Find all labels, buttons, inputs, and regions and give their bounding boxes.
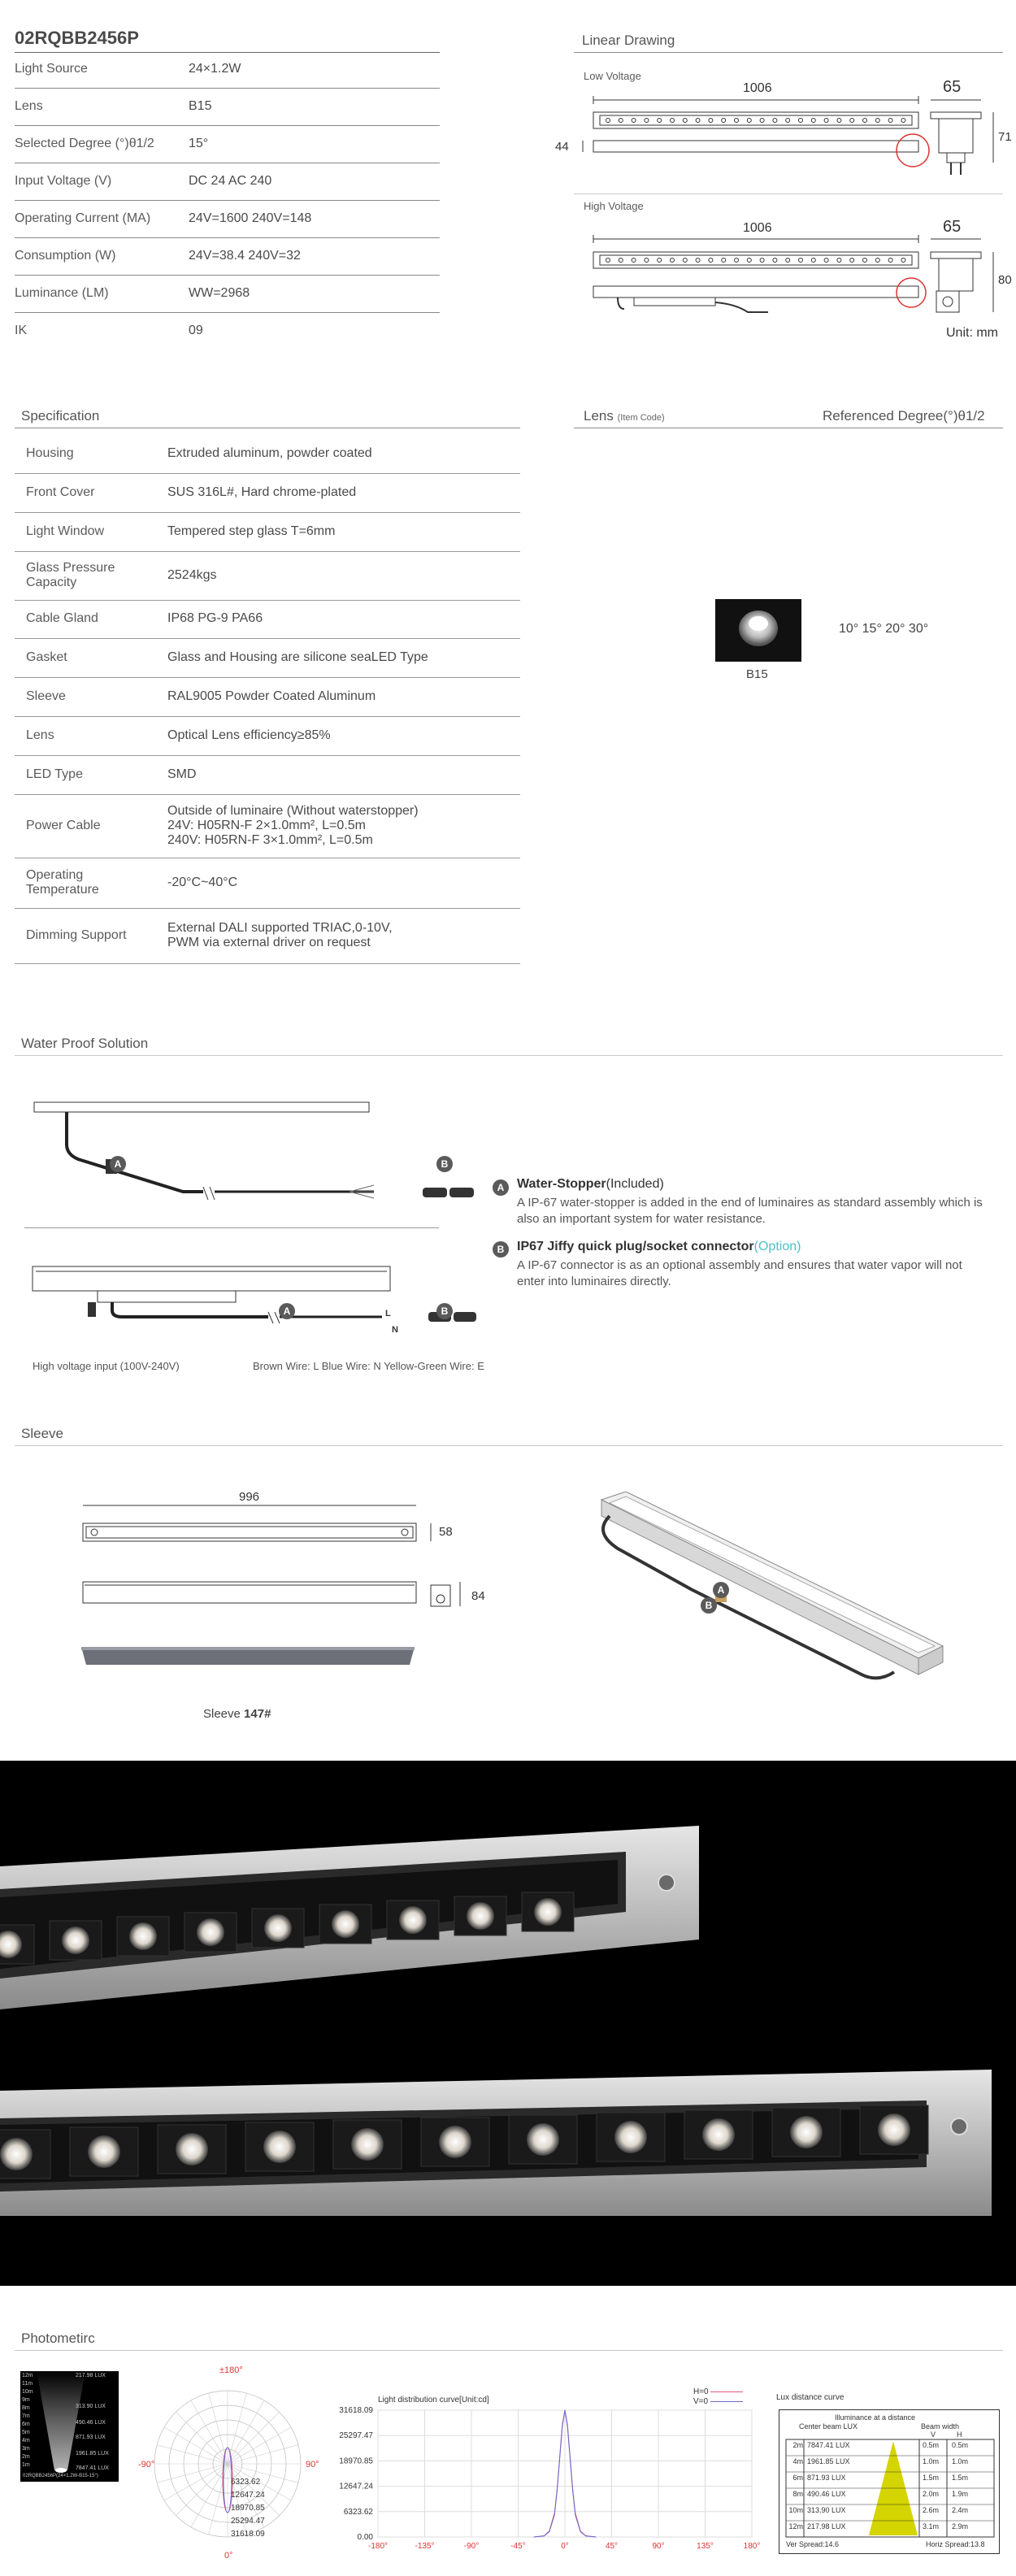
polar-right: 90° bbox=[306, 2460, 319, 2470]
specification-title: Specification bbox=[21, 408, 100, 424]
spec-top-label: Operating Current (MA) bbox=[15, 211, 151, 225]
spec-label: Light Window bbox=[26, 524, 105, 538]
spec-value: SMD bbox=[167, 767, 197, 781]
beam-lux-label: 1961.85 LUX bbox=[76, 2451, 109, 2457]
spec-top-rule bbox=[15, 312, 440, 313]
low-voltage-depth: 44 bbox=[555, 140, 569, 154]
lens-title-text: Lens bbox=[584, 408, 614, 424]
photo-led bbox=[527, 2123, 559, 2156]
polar-value: 6323.62 bbox=[231, 2478, 261, 2487]
spec-top-label: IK bbox=[15, 324, 28, 337]
waterproof-divider bbox=[24, 1227, 439, 1228]
spec-rule bbox=[15, 600, 520, 601]
curve-x-tick: 45° bbox=[605, 2542, 619, 2551]
photo-led bbox=[197, 1918, 224, 1946]
lux-value-cell: 217.98 LUX bbox=[807, 2522, 846, 2530]
polar-value: 25294.47 bbox=[231, 2517, 265, 2526]
spec-rule bbox=[15, 551, 520, 552]
spec-rule bbox=[15, 908, 520, 909]
lux-distance-cell: 4m bbox=[792, 2457, 803, 2465]
polar-grid bbox=[138, 2365, 317, 2561]
lux-value-cell: 7847.41 LUX bbox=[807, 2441, 850, 2449]
curve-y-tick: 0.00 bbox=[357, 2533, 373, 2542]
spec-top-value: 24×1.2W bbox=[189, 62, 241, 76]
lux-header2: Center beam LUX bbox=[799, 2422, 858, 2430]
polar-spoke bbox=[191, 2464, 228, 2527]
spec-label: Gasket bbox=[26, 650, 67, 664]
sleeve-caption bbox=[203, 1707, 271, 1721]
spec-value: Glass and Housing are silicone seaLED Type bbox=[167, 650, 428, 664]
spec-top-label: Selected Degree (°)θ1/2 bbox=[15, 137, 154, 150]
lux-distance-cell: 8m bbox=[792, 2490, 803, 2498]
spec-label: Sleeve bbox=[26, 689, 66, 703]
lux-value-cell: 871.93 LUX bbox=[807, 2474, 846, 2482]
lens-title bbox=[584, 408, 665, 424]
waterproof-title: Water Proof Solution bbox=[21, 1036, 149, 1051]
lux-v-cell: 2.6m bbox=[923, 2506, 940, 2514]
spec-label: Glass Pressure Capacity bbox=[26, 561, 115, 589]
photo-led bbox=[878, 2113, 910, 2146]
spec-top-rule bbox=[15, 200, 440, 201]
photo-led bbox=[0, 2138, 33, 2170]
photo-led bbox=[467, 1902, 494, 1930]
photo-led bbox=[790, 2116, 823, 2148]
beam-distance-label: 12m bbox=[22, 2373, 33, 2378]
polar-spoke bbox=[157, 2464, 228, 2483]
polar-spoke bbox=[157, 2445, 228, 2464]
photo-led bbox=[332, 1910, 359, 1938]
polar-top: ±180° bbox=[219, 2365, 243, 2375]
beam-lux-label: 871.93 LUX bbox=[76, 2435, 106, 2440]
linear-drawing-divider bbox=[574, 193, 1003, 194]
product-photo bbox=[0, 1761, 1016, 2286]
spec-top-value: B15 bbox=[189, 99, 212, 113]
waterproof-a-note: (Included) bbox=[606, 1177, 664, 1191]
beam-distance-label: 6m bbox=[22, 2422, 30, 2427]
waterproof-drawing-high bbox=[24, 1260, 480, 1366]
lux-header-v: V bbox=[931, 2430, 936, 2439]
linear-drawing-rule bbox=[574, 52, 1003, 53]
curve-y-tick: 6323.62 bbox=[343, 2507, 373, 2517]
waterproof-desc-badge-a: A bbox=[493, 1179, 509, 1196]
lux-header-h: H bbox=[957, 2430, 962, 2439]
lux-h-cell: 1.5m bbox=[952, 2474, 969, 2482]
lux-header1: Illuminance at a distance bbox=[835, 2413, 916, 2422]
curve-x-tick: -180° bbox=[367, 2542, 389, 2551]
lux-value-cell: 490.46 LUX bbox=[807, 2490, 846, 2498]
polar-value: 18970.85 bbox=[231, 2504, 265, 2513]
photo-led bbox=[88, 2135, 120, 2168]
waterproof-b-note: (Option) bbox=[753, 1240, 801, 1253]
curve-y-tick: 12647.24 bbox=[339, 2482, 373, 2491]
spec-label: Front Cover bbox=[26, 485, 95, 499]
sleeve-badge-a: A bbox=[713, 1582, 729, 1598]
lux-distance bbox=[776, 2393, 1004, 2556]
curve-title: Light distribution curve[Unit:cd] bbox=[378, 2396, 489, 2404]
waterproof-b-title-text: IP67 Jiffy quick plug/socket connector bbox=[517, 1240, 754, 1253]
low-voltage-width: 65 bbox=[943, 78, 962, 96]
lux-h-cell: 2.4m bbox=[952, 2506, 969, 2514]
spec-top-label: Consumption (W) bbox=[15, 249, 116, 263]
photometric-title: Photometirc bbox=[21, 2331, 95, 2346]
photo-led bbox=[614, 2121, 647, 2153]
curve-legend-v bbox=[693, 2397, 743, 2406]
lens-degree-title: Referenced Degree(°)θ1/2 bbox=[823, 408, 985, 424]
beam-distance-label: 9m bbox=[22, 2397, 30, 2403]
lux-v-cell: 1.0m bbox=[923, 2457, 940, 2465]
lens-degrees: 10° 15° 20° 30° bbox=[839, 622, 929, 636]
spec-top-label: Light Source bbox=[15, 62, 88, 76]
polar-value: 12647.24 bbox=[231, 2491, 265, 2500]
lux-distance-cell: 6m bbox=[792, 2474, 803, 2482]
waterproof-desc-badge-b: B bbox=[493, 1241, 509, 1258]
spec-top-label: Input Voltage (V) bbox=[15, 174, 112, 188]
product-header-rule bbox=[15, 52, 440, 53]
lens-title-note: (Item Code) bbox=[617, 413, 665, 423]
beam-distance-label: 8m bbox=[22, 2405, 30, 2411]
lux-cone bbox=[779, 2410, 1001, 2555]
spec-top-value: 24V=1600 240V=148 bbox=[189, 211, 312, 225]
lux-box bbox=[779, 2409, 1000, 2554]
spec-value: External DALI supported TRIAC,0-10V, PWM via external driver on request bbox=[167, 921, 393, 949]
photo-led bbox=[62, 1927, 89, 1954]
photo-led bbox=[702, 2118, 735, 2151]
polar-spoke bbox=[176, 2412, 228, 2464]
spec-value: 2524kgs bbox=[167, 568, 217, 582]
beam-lux-label: 7847.41 LUX bbox=[76, 2465, 109, 2471]
lux-hor-spread: Horiz Spread:13.8 bbox=[926, 2540, 985, 2548]
beam-distance-label: 11m bbox=[22, 2381, 33, 2387]
lens-image bbox=[715, 599, 801, 662]
waterproof-b-desc: A IP-67 connector is as an optional assembly and ensures that water vapor will not enter into luminaires directly. bbox=[517, 1258, 962, 1288]
spec-top-label: Luminance (LM) bbox=[15, 286, 109, 300]
waterproof-a-desc: A IP-67 water-stopper is added in the end of luminaires as standard assembly which is also an important system for water resistance. bbox=[517, 1196, 983, 1226]
lux-value-cell: 313.90 LUX bbox=[807, 2506, 846, 2514]
spec-top-rule bbox=[15, 237, 440, 238]
photo-led bbox=[399, 1906, 427, 1934]
lux-v-cell: 0.5m bbox=[923, 2441, 940, 2449]
spec-top-value: 09 bbox=[189, 324, 203, 337]
lux-value-cell: 1961.85 LUX bbox=[807, 2457, 850, 2465]
low-voltage-label: Low Voltage bbox=[584, 70, 641, 82]
waterproof-a-title bbox=[517, 1177, 664, 1192]
lens-item-label: B15 bbox=[746, 667, 768, 681]
photo-led bbox=[264, 1914, 292, 1942]
beam-distance-label: 4m bbox=[22, 2438, 30, 2444]
beam-distance-label: 2m bbox=[22, 2454, 30, 2460]
curve-x-tick: -90° bbox=[463, 2542, 480, 2551]
curve-x-tick: -45° bbox=[510, 2542, 526, 2551]
photo-led bbox=[351, 2128, 384, 2161]
photo-led bbox=[534, 1898, 562, 1926]
curve-plot bbox=[329, 2386, 768, 2556]
low-voltage-height: 71 bbox=[998, 130, 1012, 144]
polar-bottom: 0° bbox=[224, 2551, 233, 2561]
sleeve-badge-b: B bbox=[701, 1597, 717, 1614]
high-voltage-length: 1006 bbox=[743, 221, 772, 235]
spec-rule bbox=[15, 473, 520, 474]
waterproof-rule bbox=[15, 1055, 1003, 1056]
spec-label: Operating Temperature bbox=[26, 868, 99, 897]
spec-label: Dimming Support bbox=[26, 928, 127, 942]
beam-distance-label: 3m bbox=[22, 2446, 30, 2452]
photo-led bbox=[176, 2133, 208, 2165]
sleeve-title: Sleeve bbox=[21, 1426, 63, 1441]
high-voltage-drawing bbox=[569, 234, 1008, 324]
spec-label: Cable Gland bbox=[26, 611, 98, 625]
curve-y-tick: 18970.85 bbox=[339, 2457, 373, 2466]
lux-distance-cell: 10m bbox=[788, 2506, 803, 2514]
product-code: 02RQBB2456P bbox=[15, 28, 139, 48]
polar-spoke bbox=[164, 2464, 228, 2500]
spec-top-value: 24V=38.4 240V=32 bbox=[189, 249, 301, 263]
lux-ver-spread: Ver Spread:14.6 bbox=[786, 2540, 840, 2548]
wire-n: N bbox=[392, 1325, 398, 1335]
polar-value: 31618.09 bbox=[231, 2530, 265, 2539]
lux-v-cell: 3.1m bbox=[923, 2522, 940, 2530]
lux-distance-cell: 12m bbox=[788, 2522, 803, 2530]
spec-value: Tempered step glass T=6mm bbox=[167, 524, 336, 538]
beam-lux-label: 217.98 LUX bbox=[76, 2373, 106, 2378]
curve-x-tick: 90° bbox=[652, 2542, 665, 2551]
beam-lux-label: 313.90 LUX bbox=[76, 2404, 106, 2409]
waterproof-badge-b1: B bbox=[436, 1156, 453, 1172]
high-voltage-label: High Voltage bbox=[584, 200, 644, 212]
polar-spoke bbox=[228, 2400, 264, 2464]
photo-led bbox=[129, 1922, 157, 1950]
spec-label: LED Type bbox=[26, 767, 83, 781]
spec-top-rule bbox=[15, 275, 440, 276]
curve-y-tick: 31618.09 bbox=[339, 2406, 373, 2415]
spec-value: -20°C~40°C bbox=[167, 875, 238, 889]
sleeve-height2: 84 bbox=[471, 1589, 485, 1603]
waterproof-b-title bbox=[517, 1240, 801, 1254]
spec-rule bbox=[15, 794, 520, 795]
polar-spoke bbox=[228, 2427, 291, 2464]
spec-rule bbox=[15, 716, 520, 717]
beam-distance-label: 7m bbox=[22, 2413, 30, 2419]
waterproof-badge-b2: B bbox=[436, 1303, 453, 1319]
waterproof-badge-a1: A bbox=[110, 1156, 126, 1172]
polar-spoke bbox=[228, 2412, 280, 2464]
beam-image bbox=[20, 2371, 119, 2482]
lux-title: Lux distance curve bbox=[776, 2393, 844, 2402]
beam-distance-label: 1m bbox=[22, 2462, 30, 2468]
lux-h-cell: 2.9m bbox=[952, 2522, 969, 2530]
polar-spoke bbox=[164, 2427, 228, 2464]
sleeve-caption-prefix: Sleeve bbox=[203, 1707, 245, 1721]
waterproof-drawing-low bbox=[24, 1096, 480, 1226]
spec-top-value: 15° bbox=[189, 137, 209, 150]
polar-chart bbox=[138, 2365, 317, 2561]
curve-y-tick: 25297.47 bbox=[339, 2431, 373, 2441]
spec-top-label: Lens bbox=[15, 99, 43, 113]
product-photo-image bbox=[0, 1761, 1016, 2286]
spec-label: Housing bbox=[26, 446, 74, 460]
wire-colors-label: Brown Wire: L Blue Wire: N Yellow-Green Wire: E bbox=[253, 1360, 484, 1372]
waterproof-a-title-text: Water-Stopper bbox=[517, 1177, 606, 1191]
curve-x-tick: 135° bbox=[697, 2542, 714, 2551]
beam-caption: 02RQBB2456P(24×1.2W-B15-15°) bbox=[23, 2474, 98, 2478]
spec-value: IP68 PG-9 PA66 bbox=[167, 611, 263, 625]
curve-legend-h bbox=[693, 2387, 743, 2396]
sleeve-drawing bbox=[73, 1504, 480, 1691]
low-voltage-drawing bbox=[569, 93, 1008, 175]
curve-chart bbox=[329, 2386, 768, 2556]
spec-value: SUS 316L#, Hard chrome-plated bbox=[167, 485, 357, 499]
spec-top-value: WW=2968 bbox=[189, 286, 250, 300]
polar-spoke bbox=[176, 2464, 228, 2516]
spec-top-rule bbox=[15, 88, 440, 89]
product-header bbox=[15, 28, 440, 49]
sleeve-caption-num: 147# bbox=[244, 1707, 271, 1721]
lux-header3: Beam width bbox=[921, 2422, 960, 2430]
curve-x-tick: 0° bbox=[561, 2542, 569, 2551]
spec-value: Extruded aluminum, powder coated bbox=[167, 446, 372, 460]
sleeve-length: 996 bbox=[239, 1490, 260, 1504]
spec-rule bbox=[15, 677, 520, 678]
beam-lux-label: 490.46 LUX bbox=[76, 2420, 106, 2426]
spec-label: Power Cable bbox=[26, 819, 101, 832]
spec-value: RAL9005 Powder Coated Aluminum bbox=[167, 689, 376, 703]
spec-rule bbox=[15, 512, 520, 513]
lux-v-cell: 1.5m bbox=[923, 2474, 940, 2482]
high-voltage-height: 80 bbox=[998, 273, 1012, 287]
lux-h-cell: 0.5m bbox=[952, 2441, 969, 2449]
curve-legend-v-label: V=0 bbox=[693, 2397, 709, 2406]
beam-distance-label: 10m bbox=[22, 2389, 33, 2395]
spec-value: Outside of luminaire (Without waterstopper) 24V: H05RN-F 2×1.0mm², L=0.5m 240V: H05RN-F 3×1.0mm², L=0.5m bbox=[167, 804, 419, 847]
spec-top-rule bbox=[15, 125, 440, 126]
hv-input-label: High voltage input (100V-240V) bbox=[33, 1360, 180, 1372]
low-voltage-length: 1006 bbox=[743, 81, 772, 95]
polar-spoke bbox=[209, 2464, 228, 2535]
polar-spoke bbox=[191, 2400, 228, 2464]
curve-x-tick: -135° bbox=[415, 2542, 435, 2551]
beam-distance-label: 5m bbox=[22, 2430, 30, 2435]
polar-spoke bbox=[228, 2445, 298, 2464]
photo-led bbox=[439, 2126, 471, 2158]
photometric-rule bbox=[15, 2350, 1003, 2351]
linear-drawing-title: Linear Drawing bbox=[582, 33, 675, 48]
waterproof-badge-a2: A bbox=[279, 1303, 295, 1319]
photo-led bbox=[263, 2131, 296, 2163]
wire-l: L bbox=[385, 1309, 391, 1318]
spec-top-value: DC 24 AC 240 bbox=[189, 174, 272, 188]
spec-label: Lens bbox=[26, 728, 54, 742]
sleeve-height1: 58 bbox=[439, 1525, 453, 1539]
spec-rule bbox=[15, 638, 520, 639]
unit-label: Unit: mm bbox=[946, 326, 998, 340]
curve-x-tick: 180° bbox=[743, 2542, 761, 2551]
spec-value: Optical Lens efficiency≥85% bbox=[167, 728, 331, 742]
lux-distance-cell: 2m bbox=[792, 2441, 803, 2449]
lux-h-cell: 1.9m bbox=[952, 2490, 969, 2498]
polar-left: -90° bbox=[138, 2460, 155, 2470]
curve-legend-h-label: H=0 bbox=[693, 2387, 709, 2396]
spec-rule bbox=[15, 963, 520, 964]
spec-rule bbox=[15, 755, 520, 756]
lens-icon bbox=[715, 599, 801, 662]
high-voltage-width: 65 bbox=[943, 218, 962, 236]
sleeve-3d-view bbox=[593, 1492, 951, 1703]
lux-v-cell: 2.0m bbox=[923, 2490, 940, 2498]
sleeve-rule bbox=[15, 1445, 1003, 1446]
lux-h-cell: 1.0m bbox=[952, 2457, 969, 2465]
